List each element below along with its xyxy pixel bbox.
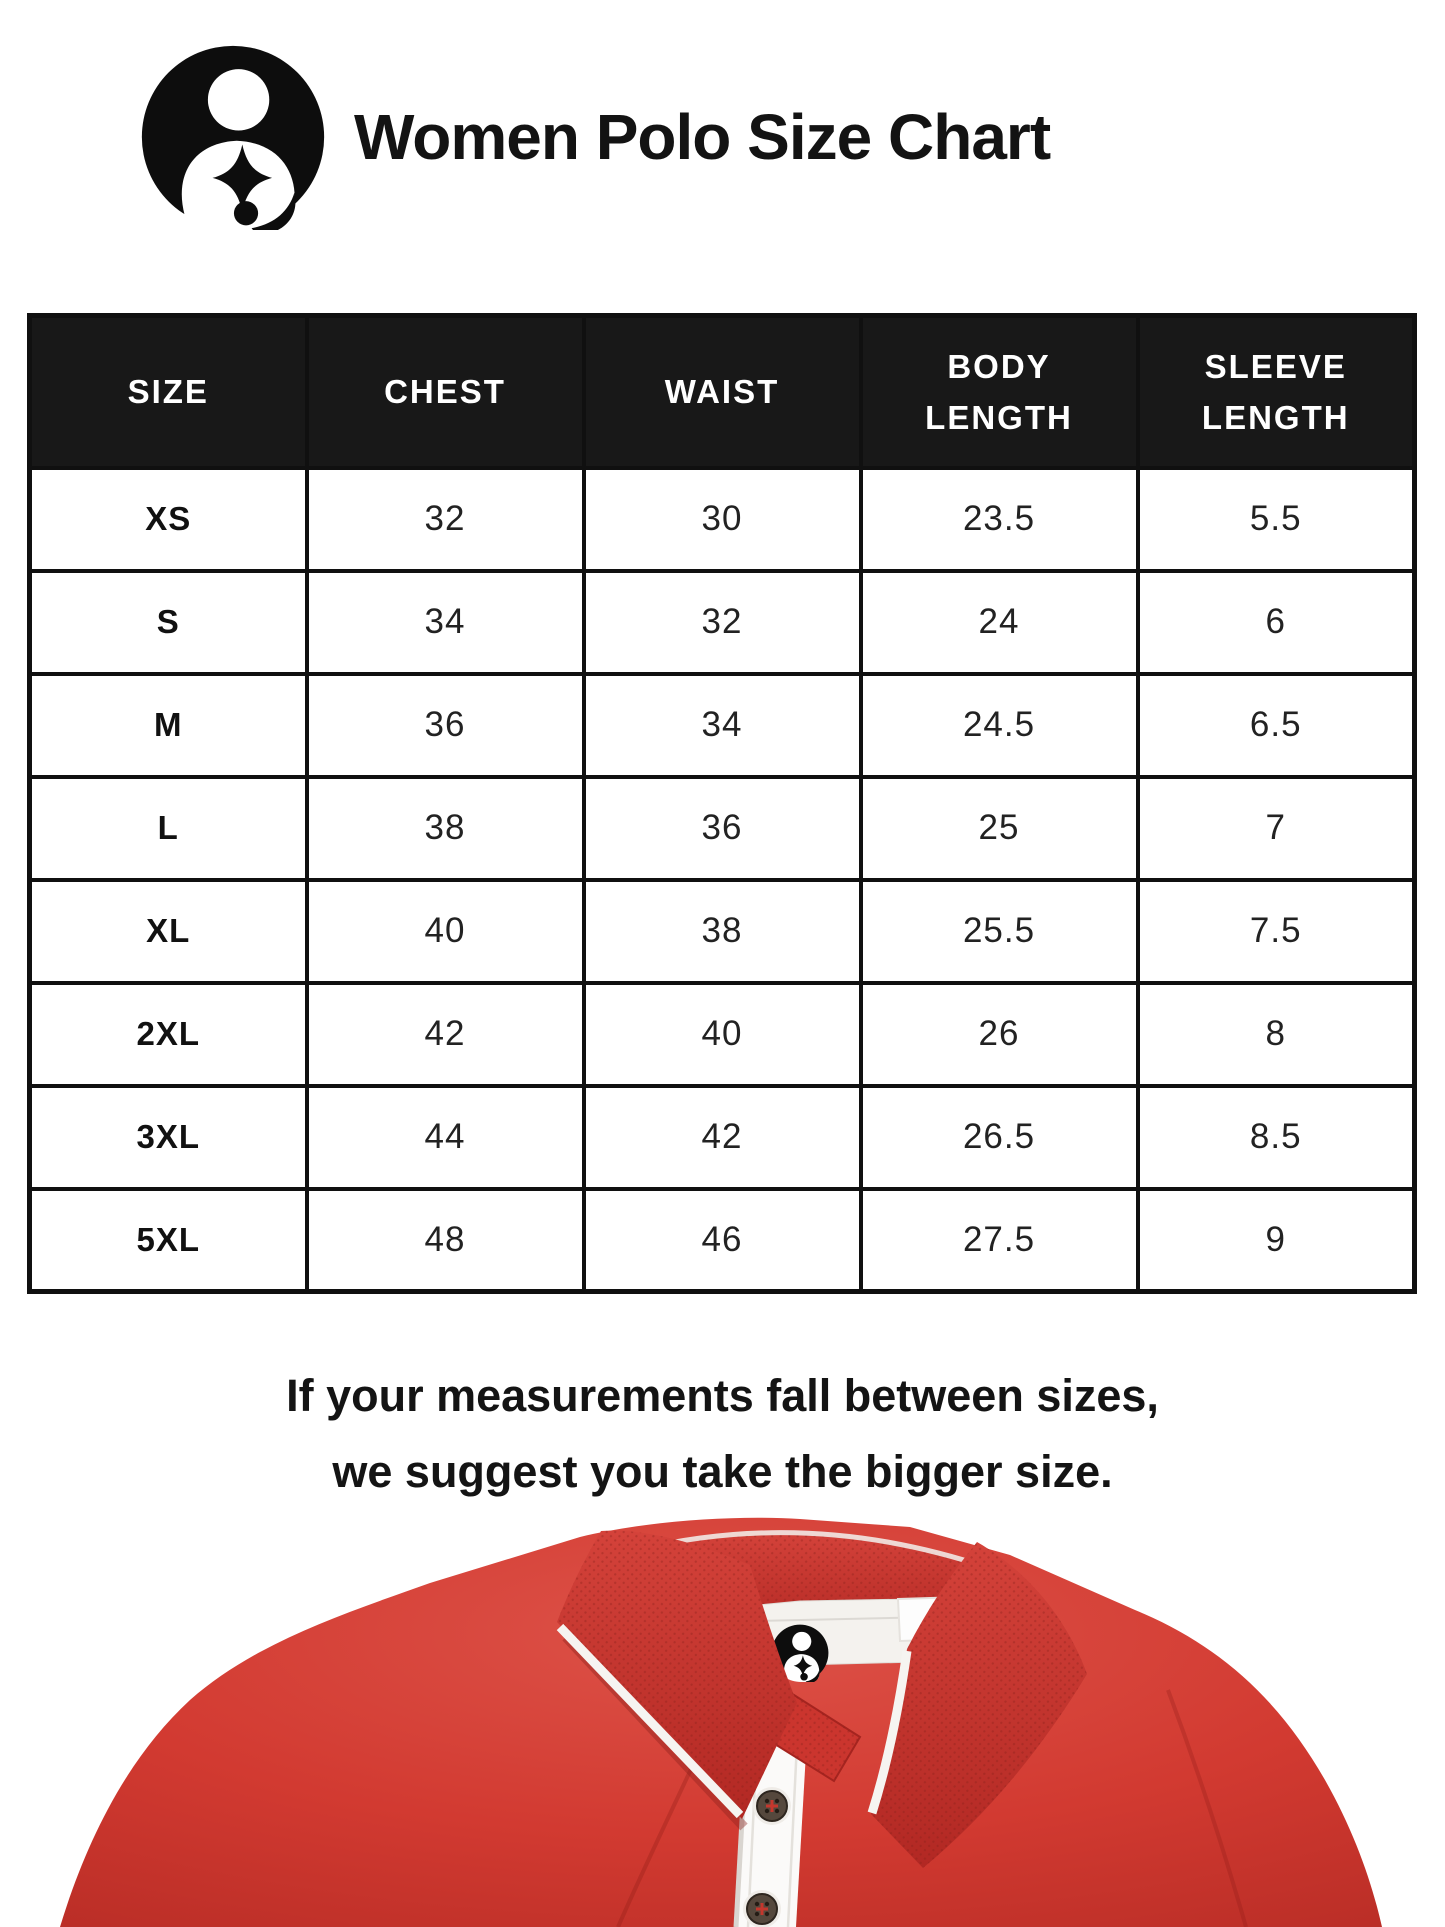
size-cell: XL (30, 880, 307, 983)
note-line-1: If your measurements fall between sizes, (286, 1370, 1159, 1421)
polo-shirt-illustration (0, 1515, 1445, 1927)
table-row (30, 571, 1415, 674)
value-cell: 36 (584, 777, 861, 880)
product-photo (0, 1515, 1445, 1927)
size-cell: S (30, 571, 307, 674)
value-cell: 36 (307, 674, 584, 777)
size-cell: M (30, 674, 307, 777)
note-line-2: we suggest you take the bigger size. (332, 1446, 1113, 1497)
value-cell: 9 (1138, 1189, 1415, 1292)
value-cell: 5.5 (1138, 468, 1415, 571)
button-bottom (743, 1890, 781, 1927)
value-cell: 6.5 (1138, 674, 1415, 777)
value-cell: 8.5 (1138, 1086, 1415, 1189)
value-cell: 25 (861, 777, 1138, 880)
value-cell: 42 (307, 983, 584, 1086)
table-row (30, 468, 1415, 571)
value-cell: 40 (584, 983, 861, 1086)
value-cell: 7 (1138, 777, 1415, 880)
value-cell: 38 (307, 777, 584, 880)
column-header: SLEEVE LENGTH (1138, 316, 1415, 468)
size-cell: 3XL (30, 1086, 307, 1189)
value-cell: 24.5 (861, 674, 1138, 777)
value-cell: 26 (861, 983, 1138, 1086)
size-cell: 5XL (30, 1189, 307, 1292)
table-row (30, 1086, 1415, 1189)
table-row (30, 880, 1415, 983)
value-cell: 8 (1138, 983, 1415, 1086)
value-cell: 30 (584, 468, 861, 571)
value-cell: 6 (1138, 571, 1415, 674)
column-header: CHEST (307, 316, 584, 468)
page-title: Women Polo Size Chart (354, 101, 1051, 173)
value-cell: 40 (307, 880, 584, 983)
value-cell: 27.5 (861, 1189, 1138, 1292)
column-header: WAIST (584, 316, 861, 468)
table-row (30, 777, 1415, 880)
table-row (30, 674, 1415, 777)
size-cell: L (30, 777, 307, 880)
value-cell: 32 (584, 571, 861, 674)
button-top (753, 1787, 791, 1825)
value-cell: 25.5 (861, 880, 1138, 983)
table-header-row (30, 316, 1415, 468)
value-cell: 44 (307, 1086, 584, 1189)
column-header: BODY LENGTH (861, 316, 1138, 468)
value-cell: 7.5 (1138, 880, 1415, 983)
value-cell: 26.5 (861, 1086, 1138, 1189)
column-header: SIZE (30, 316, 307, 468)
brand-logo-icon (140, 44, 326, 230)
value-cell: 48 (307, 1189, 584, 1292)
value-cell: 24 (861, 571, 1138, 674)
size-cell: XS (30, 468, 307, 571)
value-cell: 46 (584, 1189, 861, 1292)
size-note (0, 1358, 1445, 1510)
size-cell: 2XL (30, 983, 307, 1086)
value-cell: 42 (584, 1086, 861, 1189)
table-row (30, 1189, 1415, 1292)
size-chart-table (27, 313, 1417, 1294)
table-row (30, 983, 1415, 1086)
value-cell: 34 (307, 571, 584, 674)
value-cell: 34 (584, 674, 861, 777)
size-table-body (30, 468, 1415, 1292)
value-cell: 38 (584, 880, 861, 983)
value-cell: 32 (307, 468, 584, 571)
brand-header (140, 44, 1050, 230)
value-cell: 23.5 (861, 468, 1138, 571)
